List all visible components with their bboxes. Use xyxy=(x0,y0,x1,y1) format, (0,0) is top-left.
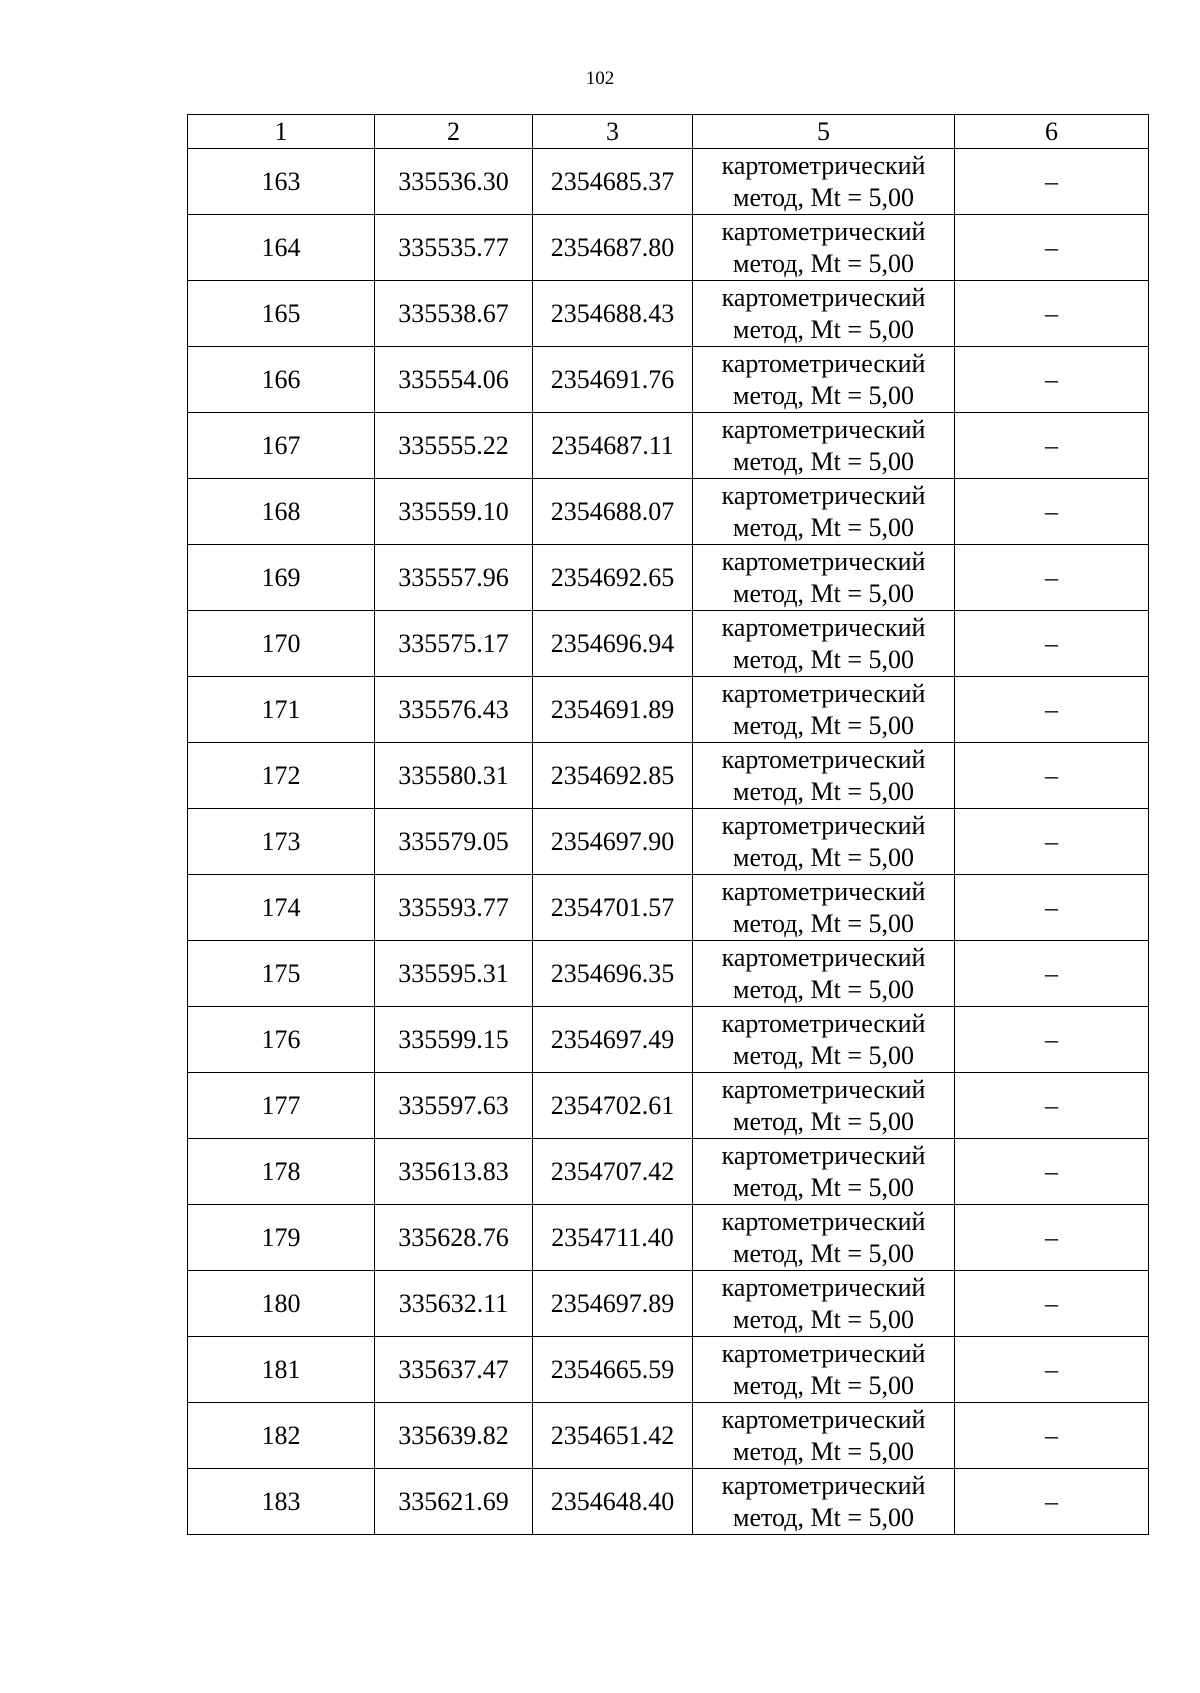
method-cell xyxy=(693,479,955,545)
y-coordinate-cell: 2354665.59 xyxy=(533,1337,693,1403)
method-line-2: метод, Mt = 5,00 xyxy=(733,1502,914,1532)
method-line-1: картометрический xyxy=(721,1272,926,1302)
y-coordinate-cell: 2354685.37 xyxy=(533,149,693,215)
x-coordinate-cell: 335557.96 xyxy=(375,545,533,611)
method-line-2: метод, Mt = 5,00 xyxy=(733,776,914,806)
column-6-cell: – xyxy=(955,1469,1149,1535)
y-coordinate-cell: 2354687.80 xyxy=(533,215,693,281)
method-cell xyxy=(693,1469,955,1535)
header-cell-3: 3 xyxy=(533,115,693,149)
y-coordinate-cell: 2354692.65 xyxy=(533,545,693,611)
point-number-cell: 168 xyxy=(188,479,375,545)
method-line-2: метод, Mt = 5,00 xyxy=(733,710,914,740)
method-line-1: картометрический xyxy=(721,942,926,972)
column-6-cell: – xyxy=(955,1337,1149,1403)
y-coordinate-cell: 2354701.57 xyxy=(533,875,693,941)
y-coordinate-cell: 2354697.89 xyxy=(533,1271,693,1337)
method-cell xyxy=(693,1073,955,1139)
method-line-2: метод, Mt = 5,00 xyxy=(733,248,914,278)
method-line-1: картометрический xyxy=(721,810,926,840)
column-6-cell: – xyxy=(955,1205,1149,1271)
x-coordinate-cell: 335628.76 xyxy=(375,1205,533,1271)
method-line-1: картометрический xyxy=(721,216,926,246)
method-line-1: картометрический xyxy=(721,282,926,312)
x-coordinate-cell: 335632.11 xyxy=(375,1271,533,1337)
table-row xyxy=(188,677,1149,743)
table-row xyxy=(188,413,1149,479)
x-coordinate-cell: 335637.47 xyxy=(375,1337,533,1403)
x-coordinate-cell: 335580.31 xyxy=(375,743,533,809)
column-6-cell: – xyxy=(955,1073,1149,1139)
x-coordinate-cell: 335639.82 xyxy=(375,1403,533,1469)
y-coordinate-cell: 2354697.90 xyxy=(533,809,693,875)
table-row xyxy=(188,545,1149,611)
method-line-2: метод, Mt = 5,00 xyxy=(733,512,914,542)
column-6-cell: – xyxy=(955,941,1149,1007)
y-coordinate-cell: 2354691.76 xyxy=(533,347,693,413)
method-cell xyxy=(693,611,955,677)
column-6-cell: – xyxy=(955,809,1149,875)
method-line-1: картометрический xyxy=(721,678,926,708)
x-coordinate-cell: 335599.15 xyxy=(375,1007,533,1073)
method-line-2: метод, Mt = 5,00 xyxy=(733,1304,914,1334)
method-line-1: картометрический xyxy=(721,1470,926,1500)
table-row xyxy=(188,809,1149,875)
y-coordinate-cell: 2354691.89 xyxy=(533,677,693,743)
method-line-2: метод, Mt = 5,00 xyxy=(733,974,914,1004)
point-number-cell: 177 xyxy=(188,1073,375,1139)
x-coordinate-cell: 335593.77 xyxy=(375,875,533,941)
header-row xyxy=(188,115,1149,149)
point-number-cell: 178 xyxy=(188,1139,375,1205)
column-6-cell: – xyxy=(955,1403,1149,1469)
header-cell-5: 5 xyxy=(693,115,955,149)
table-row xyxy=(188,149,1149,215)
method-line-1: картометрический xyxy=(721,744,926,774)
header-cell-2: 2 xyxy=(375,115,533,149)
y-coordinate-cell: 2354696.94 xyxy=(533,611,693,677)
column-6-cell: – xyxy=(955,743,1149,809)
method-cell xyxy=(693,743,955,809)
method-line-1: картометрический xyxy=(721,1140,926,1170)
point-number-cell: 169 xyxy=(188,545,375,611)
method-line-1: картометрический xyxy=(721,414,926,444)
x-coordinate-cell: 335595.31 xyxy=(375,941,533,1007)
table-row xyxy=(188,1073,1149,1139)
x-coordinate-cell: 335559.10 xyxy=(375,479,533,545)
method-line-2: метод, Mt = 5,00 xyxy=(733,1172,914,1202)
method-line-2: метод, Mt = 5,00 xyxy=(733,908,914,938)
method-line-2: метод, Mt = 5,00 xyxy=(733,1436,914,1466)
y-coordinate-cell: 2354688.07 xyxy=(533,479,693,545)
table-row xyxy=(188,1337,1149,1403)
method-line-2: метод, Mt = 5,00 xyxy=(733,446,914,476)
y-coordinate-cell: 2354697.49 xyxy=(533,1007,693,1073)
point-number-cell: 170 xyxy=(188,611,375,677)
table-row xyxy=(188,1139,1149,1205)
y-coordinate-cell: 2354702.61 xyxy=(533,1073,693,1139)
y-coordinate-cell: 2354711.40 xyxy=(533,1205,693,1271)
method-line-2: метод, Mt = 5,00 xyxy=(733,380,914,410)
point-number-cell: 163 xyxy=(188,149,375,215)
column-6-cell: – xyxy=(955,677,1149,743)
header-cell-6: 6 xyxy=(955,115,1149,149)
method-line-1: картометрический xyxy=(721,150,926,180)
method-line-1: картометрический xyxy=(721,1338,926,1368)
point-number-cell: 179 xyxy=(188,1205,375,1271)
y-coordinate-cell: 2354648.40 xyxy=(533,1469,693,1535)
method-cell xyxy=(693,1205,955,1271)
method-cell xyxy=(693,1007,955,1073)
method-cell xyxy=(693,149,955,215)
y-coordinate-cell: 2354688.43 xyxy=(533,281,693,347)
method-line-2: метод, Mt = 5,00 xyxy=(733,314,914,344)
point-number-cell: 165 xyxy=(188,281,375,347)
column-6-cell: – xyxy=(955,281,1149,347)
column-6-cell: – xyxy=(955,215,1149,281)
method-line-2: метод, Mt = 5,00 xyxy=(733,1238,914,1268)
method-line-1: картометрический xyxy=(721,876,926,906)
x-coordinate-cell: 335621.69 xyxy=(375,1469,533,1535)
method-line-1: картометрический xyxy=(721,348,926,378)
table-body xyxy=(188,149,1149,1535)
method-line-2: метод, Mt = 5,00 xyxy=(733,1106,914,1136)
column-6-cell: – xyxy=(955,611,1149,677)
y-coordinate-cell: 2354687.11 xyxy=(533,413,693,479)
method-cell xyxy=(693,809,955,875)
method-line-2: метод, Mt = 5,00 xyxy=(733,1040,914,1070)
y-coordinate-cell: 2354692.85 xyxy=(533,743,693,809)
x-coordinate-cell: 335575.17 xyxy=(375,611,533,677)
point-number-cell: 164 xyxy=(188,215,375,281)
page-number: 102 xyxy=(585,68,615,89)
x-coordinate-cell: 335555.22 xyxy=(375,413,533,479)
point-number-cell: 182 xyxy=(188,1403,375,1469)
column-6-cell: – xyxy=(955,347,1149,413)
x-coordinate-cell: 335554.06 xyxy=(375,347,533,413)
point-number-cell: 174 xyxy=(188,875,375,941)
method-line-1: картометрический xyxy=(721,1206,926,1236)
table-row xyxy=(188,479,1149,545)
table-row xyxy=(188,1007,1149,1073)
column-6-cell: – xyxy=(955,875,1149,941)
method-line-2: метод, Mt = 5,00 xyxy=(733,842,914,872)
column-6-cell: – xyxy=(955,149,1149,215)
method-line-1: картометрический xyxy=(721,612,926,642)
point-number-cell: 166 xyxy=(188,347,375,413)
table-row xyxy=(188,1271,1149,1337)
table-row xyxy=(188,1403,1149,1469)
method-line-1: картометрический xyxy=(721,1074,926,1104)
header-cell-1: 1 xyxy=(188,115,375,149)
point-number-cell: 183 xyxy=(188,1469,375,1535)
x-coordinate-cell: 335538.67 xyxy=(375,281,533,347)
column-6-cell: – xyxy=(955,1007,1149,1073)
table-row xyxy=(188,743,1149,809)
table-row xyxy=(188,611,1149,677)
table-row xyxy=(188,941,1149,1007)
method-line-2: метод, Mt = 5,00 xyxy=(733,182,914,212)
table-row xyxy=(188,1205,1149,1271)
x-coordinate-cell: 335579.05 xyxy=(375,809,533,875)
x-coordinate-cell: 335613.83 xyxy=(375,1139,533,1205)
method-line-2: метод, Mt = 5,00 xyxy=(733,1370,914,1400)
method-line-2: метод, Mt = 5,00 xyxy=(733,578,914,608)
method-cell xyxy=(693,941,955,1007)
point-number-cell: 171 xyxy=(188,677,375,743)
y-coordinate-cell: 2354707.42 xyxy=(533,1139,693,1205)
x-coordinate-cell: 335536.30 xyxy=(375,149,533,215)
point-number-cell: 173 xyxy=(188,809,375,875)
method-line-1: картометрический xyxy=(721,1008,926,1038)
y-coordinate-cell: 2354651.42 xyxy=(533,1403,693,1469)
method-line-1: картометрический xyxy=(721,546,926,576)
table-row xyxy=(188,215,1149,281)
method-cell xyxy=(693,413,955,479)
x-coordinate-cell: 335597.63 xyxy=(375,1073,533,1139)
method-cell xyxy=(693,1271,955,1337)
coordinates-table xyxy=(187,114,1149,1535)
method-cell xyxy=(693,281,955,347)
column-6-cell: – xyxy=(955,479,1149,545)
method-cell xyxy=(693,1337,955,1403)
x-coordinate-cell: 335576.43 xyxy=(375,677,533,743)
y-coordinate-cell: 2354696.35 xyxy=(533,941,693,1007)
method-cell xyxy=(693,1403,955,1469)
table-row xyxy=(188,1469,1149,1535)
table-row xyxy=(188,281,1149,347)
method-cell xyxy=(693,215,955,281)
method-line-2: метод, Mt = 5,00 xyxy=(733,644,914,674)
column-6-cell: – xyxy=(955,1139,1149,1205)
method-cell xyxy=(693,347,955,413)
point-number-cell: 172 xyxy=(188,743,375,809)
table-row xyxy=(188,347,1149,413)
point-number-cell: 167 xyxy=(188,413,375,479)
table-row xyxy=(188,875,1149,941)
point-number-cell: 181 xyxy=(188,1337,375,1403)
method-cell xyxy=(693,875,955,941)
point-number-cell: 180 xyxy=(188,1271,375,1337)
column-6-cell: – xyxy=(955,1271,1149,1337)
method-cell xyxy=(693,545,955,611)
point-number-cell: 175 xyxy=(188,941,375,1007)
column-6-cell: – xyxy=(955,413,1149,479)
column-6-cell: – xyxy=(955,545,1149,611)
method-cell xyxy=(693,1139,955,1205)
table-header xyxy=(188,115,1149,149)
point-number-cell: 176 xyxy=(188,1007,375,1073)
method-line-1: картометрический xyxy=(721,480,926,510)
x-coordinate-cell: 335535.77 xyxy=(375,215,533,281)
method-cell xyxy=(693,677,955,743)
method-line-1: картометрический xyxy=(721,1404,926,1434)
